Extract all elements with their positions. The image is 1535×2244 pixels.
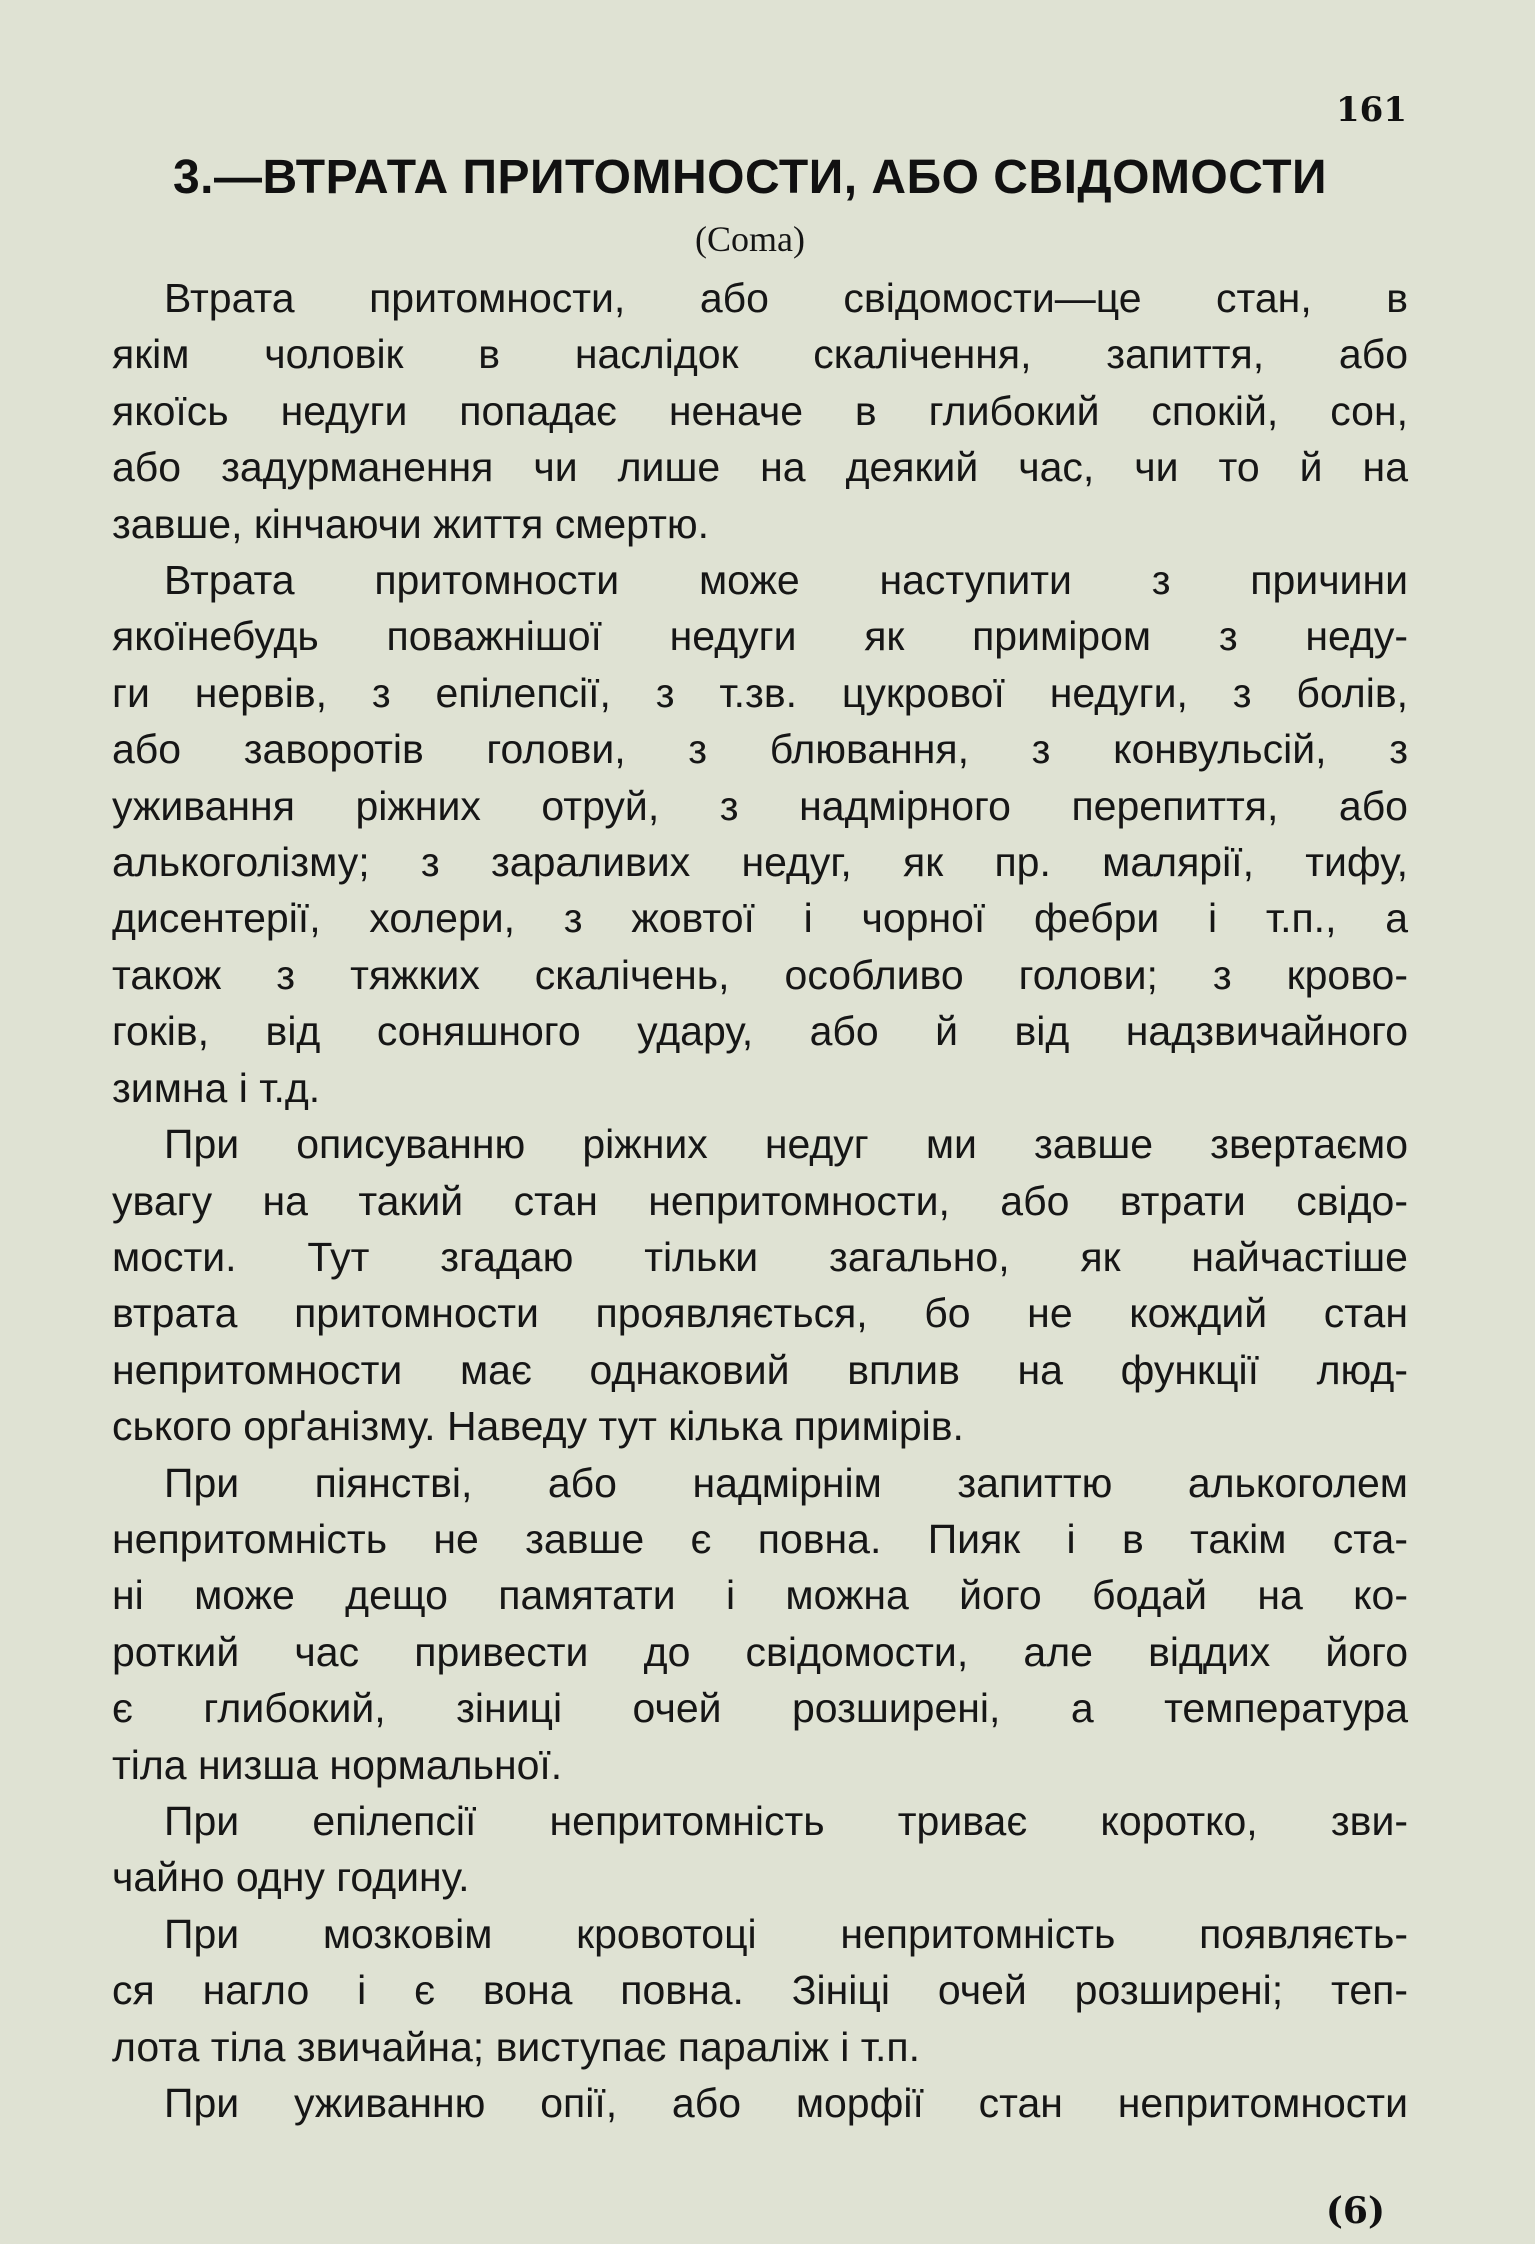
text-line: увагу на такий стан непритомности, або втрати свідо- (112, 1177, 1408, 1224)
paragraph (112, 1116, 1408, 1454)
text-line: Втрата притомности, або свідомости—це стан, в (164, 275, 1408, 321)
text-line: ся нагло і є вона повна. Зініці очей розширені; теп- (112, 1967, 1408, 2014)
paragraph (112, 1793, 1408, 1906)
text-line: непритомности має однаковий вплив на функції люд- (112, 1346, 1408, 1393)
section-subheading: (Coma) (695, 219, 805, 259)
text-line: гоків, від соняшного удару, або й від надзвичайного (112, 1008, 1408, 1055)
text-line: При уживанню опії, або морфії стан непритомности (164, 2080, 1408, 2126)
text-line: чайно одну годину. (112, 1854, 470, 1901)
text-line: непритомність не завше є повна. Пияк і в такім ста- (112, 1515, 1408, 1562)
paragraph (112, 1906, 1408, 2075)
text-line: або заворотів голови, з блювання, з конвульсій, з (112, 726, 1408, 773)
section-heading: 3.—ВТРАТА ПРИТОМНОСТИ, АБО СВІДОМОСТИ (172, 151, 1328, 204)
text-line: завше, кінчаючи життя смертю. (112, 500, 710, 547)
text-line: якоїсь недуги попадає неначе в глибокий спокій, сон, (112, 387, 1408, 434)
paragraph (112, 1455, 1408, 1793)
text-line: алькоголізму; з зараливих недуг, як пр. малярії, тифу, (112, 839, 1408, 886)
page-number: 161 (1336, 90, 1407, 130)
text-line: ні може дещо памятати і можна його бодай на ко- (112, 1572, 1408, 1619)
text-line: ського орґанізму. Наведу тут кілька примірів. (112, 1403, 964, 1450)
paragraph (112, 552, 1408, 1116)
paragraph (112, 270, 1408, 552)
text-line: втрата притомности проявляється, бо не кождий стан (112, 1290, 1408, 1337)
text-line: також з тяжких скалічень, особливо голови; з крово- (112, 951, 1408, 998)
text-line: дисентерії, холери, з жовтої і чорної фебри і т.п., а (112, 895, 1408, 942)
text-line: мости. Тут згадаю тільки загально, як найчастіше (112, 1233, 1408, 1280)
text-line: При піянстві, або надмірнім запиттю алькоголем (164, 1459, 1408, 1506)
text-line: зимна і т.д. (112, 1064, 321, 1111)
text-line: якім чоловік в наслідок скалічення, запиття, або (112, 331, 1408, 378)
signature-mark: (6) (1325, 2190, 1385, 2232)
text-line: уживання ріжних отруй, з надмірного перепиття, або (112, 782, 1408, 829)
text-line: При епілепсії непритомність триває коротко, зви- (164, 1797, 1408, 1844)
text-line: тіла низша нормальної. (112, 1741, 563, 1788)
text-line: ги нервів, з епілепсії, з т.зв. цукрової недуги, з болів, (112, 669, 1408, 716)
text-line: якоїнебудь поважнішої недуги як приміром з неду- (112, 613, 1408, 660)
text-line: роткий час привести до свідомости, але віддих його (112, 1628, 1408, 1675)
text-line: лота тіла звичайна; виступає параліж і т.п. (112, 2023, 920, 2070)
text-line: є глибокий, зіниці очей розширені, а температура (112, 1685, 1408, 1732)
text-line: При мозковім кровотоці непритомність появляєть- (164, 1910, 1408, 1957)
text-line: При описуванню ріжних недуг ми завше звертаємо (164, 1121, 1408, 1168)
text-line: Втрата притомности може наступити з причини (164, 557, 1408, 604)
body-text (112, 270, 1408, 2131)
text-line: або задурманення чи лише на деякий час, чи то й на (112, 444, 1408, 491)
paragraph (112, 2075, 1408, 2131)
